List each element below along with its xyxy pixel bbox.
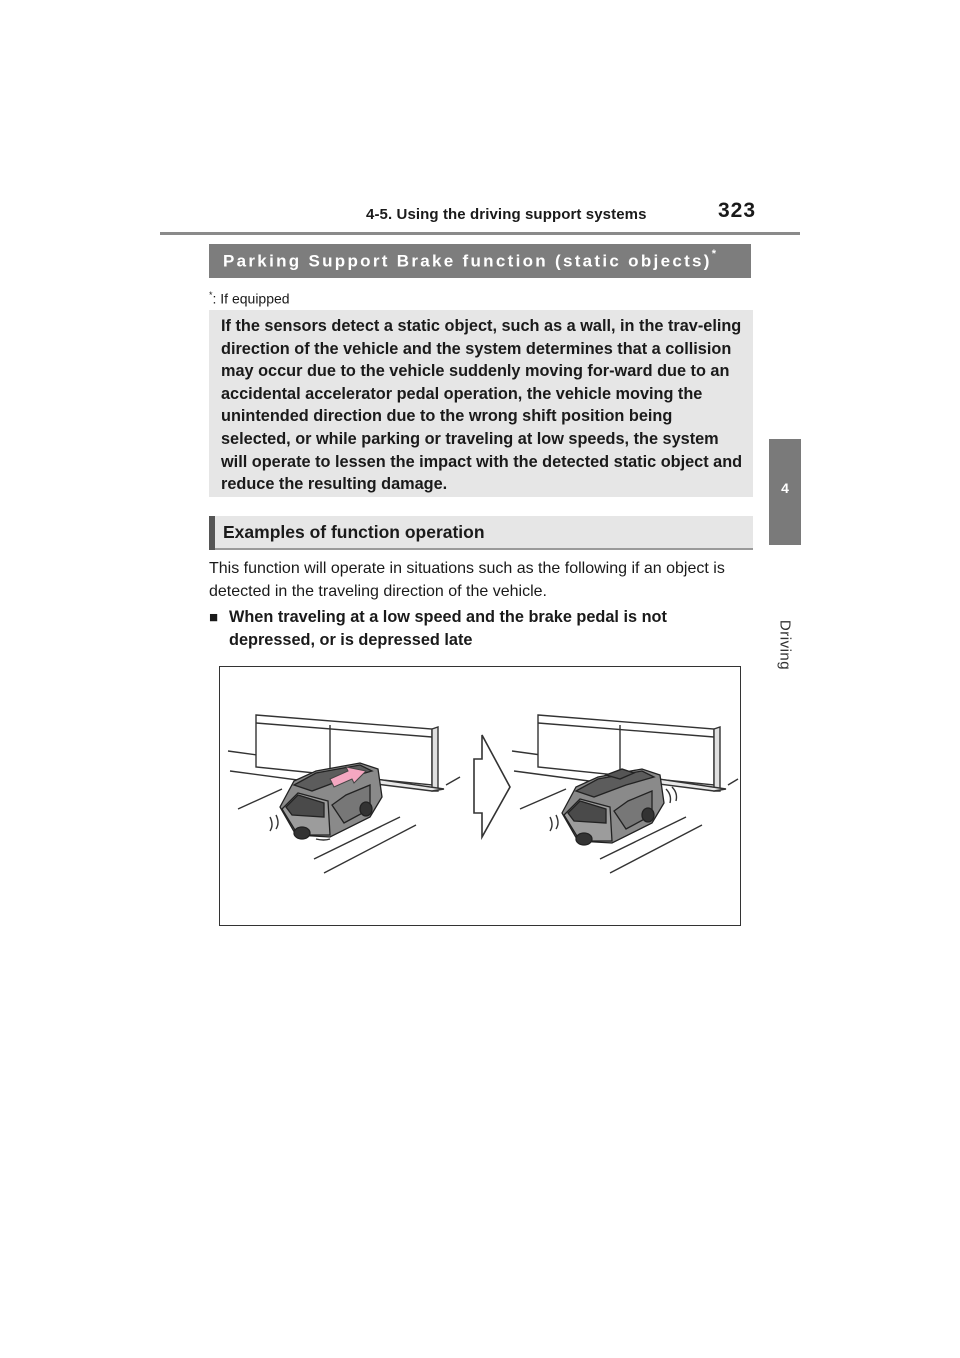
right-arrow-icon: [474, 735, 510, 837]
bullet-text: When traveling at a low speed and the brake pedal is not depressed, or is depressed late: [229, 608, 667, 649]
motion-mark: [672, 787, 677, 801]
chapter-number: 4: [781, 480, 789, 496]
motion-mark: [666, 789, 671, 803]
subsection-marker: [209, 516, 215, 550]
section-title-marker: *: [711, 247, 717, 260]
car-before: [280, 763, 382, 839]
body-paragraph: This function will operate in situations such as the following if an object is detected in the traveling direction of the vehicle.: [209, 560, 725, 600]
footnote: [209, 290, 290, 307]
ground-line: [446, 777, 460, 785]
subsection-title: Examples of function operation: [223, 522, 485, 542]
section-title-text: Parking Support Brake function (static objects): [223, 251, 712, 271]
car-after: [562, 769, 664, 845]
wall-end: [432, 727, 438, 791]
section-title-bar: [209, 244, 751, 278]
bullet-item: [209, 606, 749, 652]
illustration-frame: [219, 666, 741, 926]
header-section-title: 4-5. Using the driving support systems: [366, 206, 647, 223]
motion-mark: [316, 839, 330, 840]
wall-end: [714, 727, 720, 791]
page-number: 323: [718, 199, 757, 222]
motion-mark: [556, 815, 558, 829]
intro-box: [209, 310, 753, 497]
intro-text: If the sensors detect a static object, such as a wall, in the trav-eling direction of the vehicle and the system determines that a collision may occur due to the vehicle suddenly moving for-ward due to an accidental accelerator pedal operation, the vehicle moving the unintended direction due to the wrong shift position being selected, or while parking or traveling at low speeds, the system will operate to lessen the impact with the detected static object and reduce the resulting damage.: [221, 317, 743, 494]
footnote-marker: *: [209, 290, 213, 300]
subsection-header: [209, 516, 753, 550]
footnote-text: : If equipped: [212, 290, 290, 307]
parking-line: [520, 789, 566, 809]
header-rule: [160, 232, 800, 235]
section-title: [223, 247, 717, 272]
motion-mark: [550, 817, 552, 831]
ground-line: [728, 779, 738, 785]
chapter-label: Driving: [776, 619, 794, 671]
parking-line: [238, 789, 282, 809]
motion-mark: [270, 817, 272, 831]
square-bullet-icon: ■: [209, 609, 219, 626]
motion-mark: [276, 815, 278, 829]
illustration-svg: [220, 667, 740, 925]
scene-after: [512, 715, 738, 873]
scene-before: [228, 715, 460, 873]
